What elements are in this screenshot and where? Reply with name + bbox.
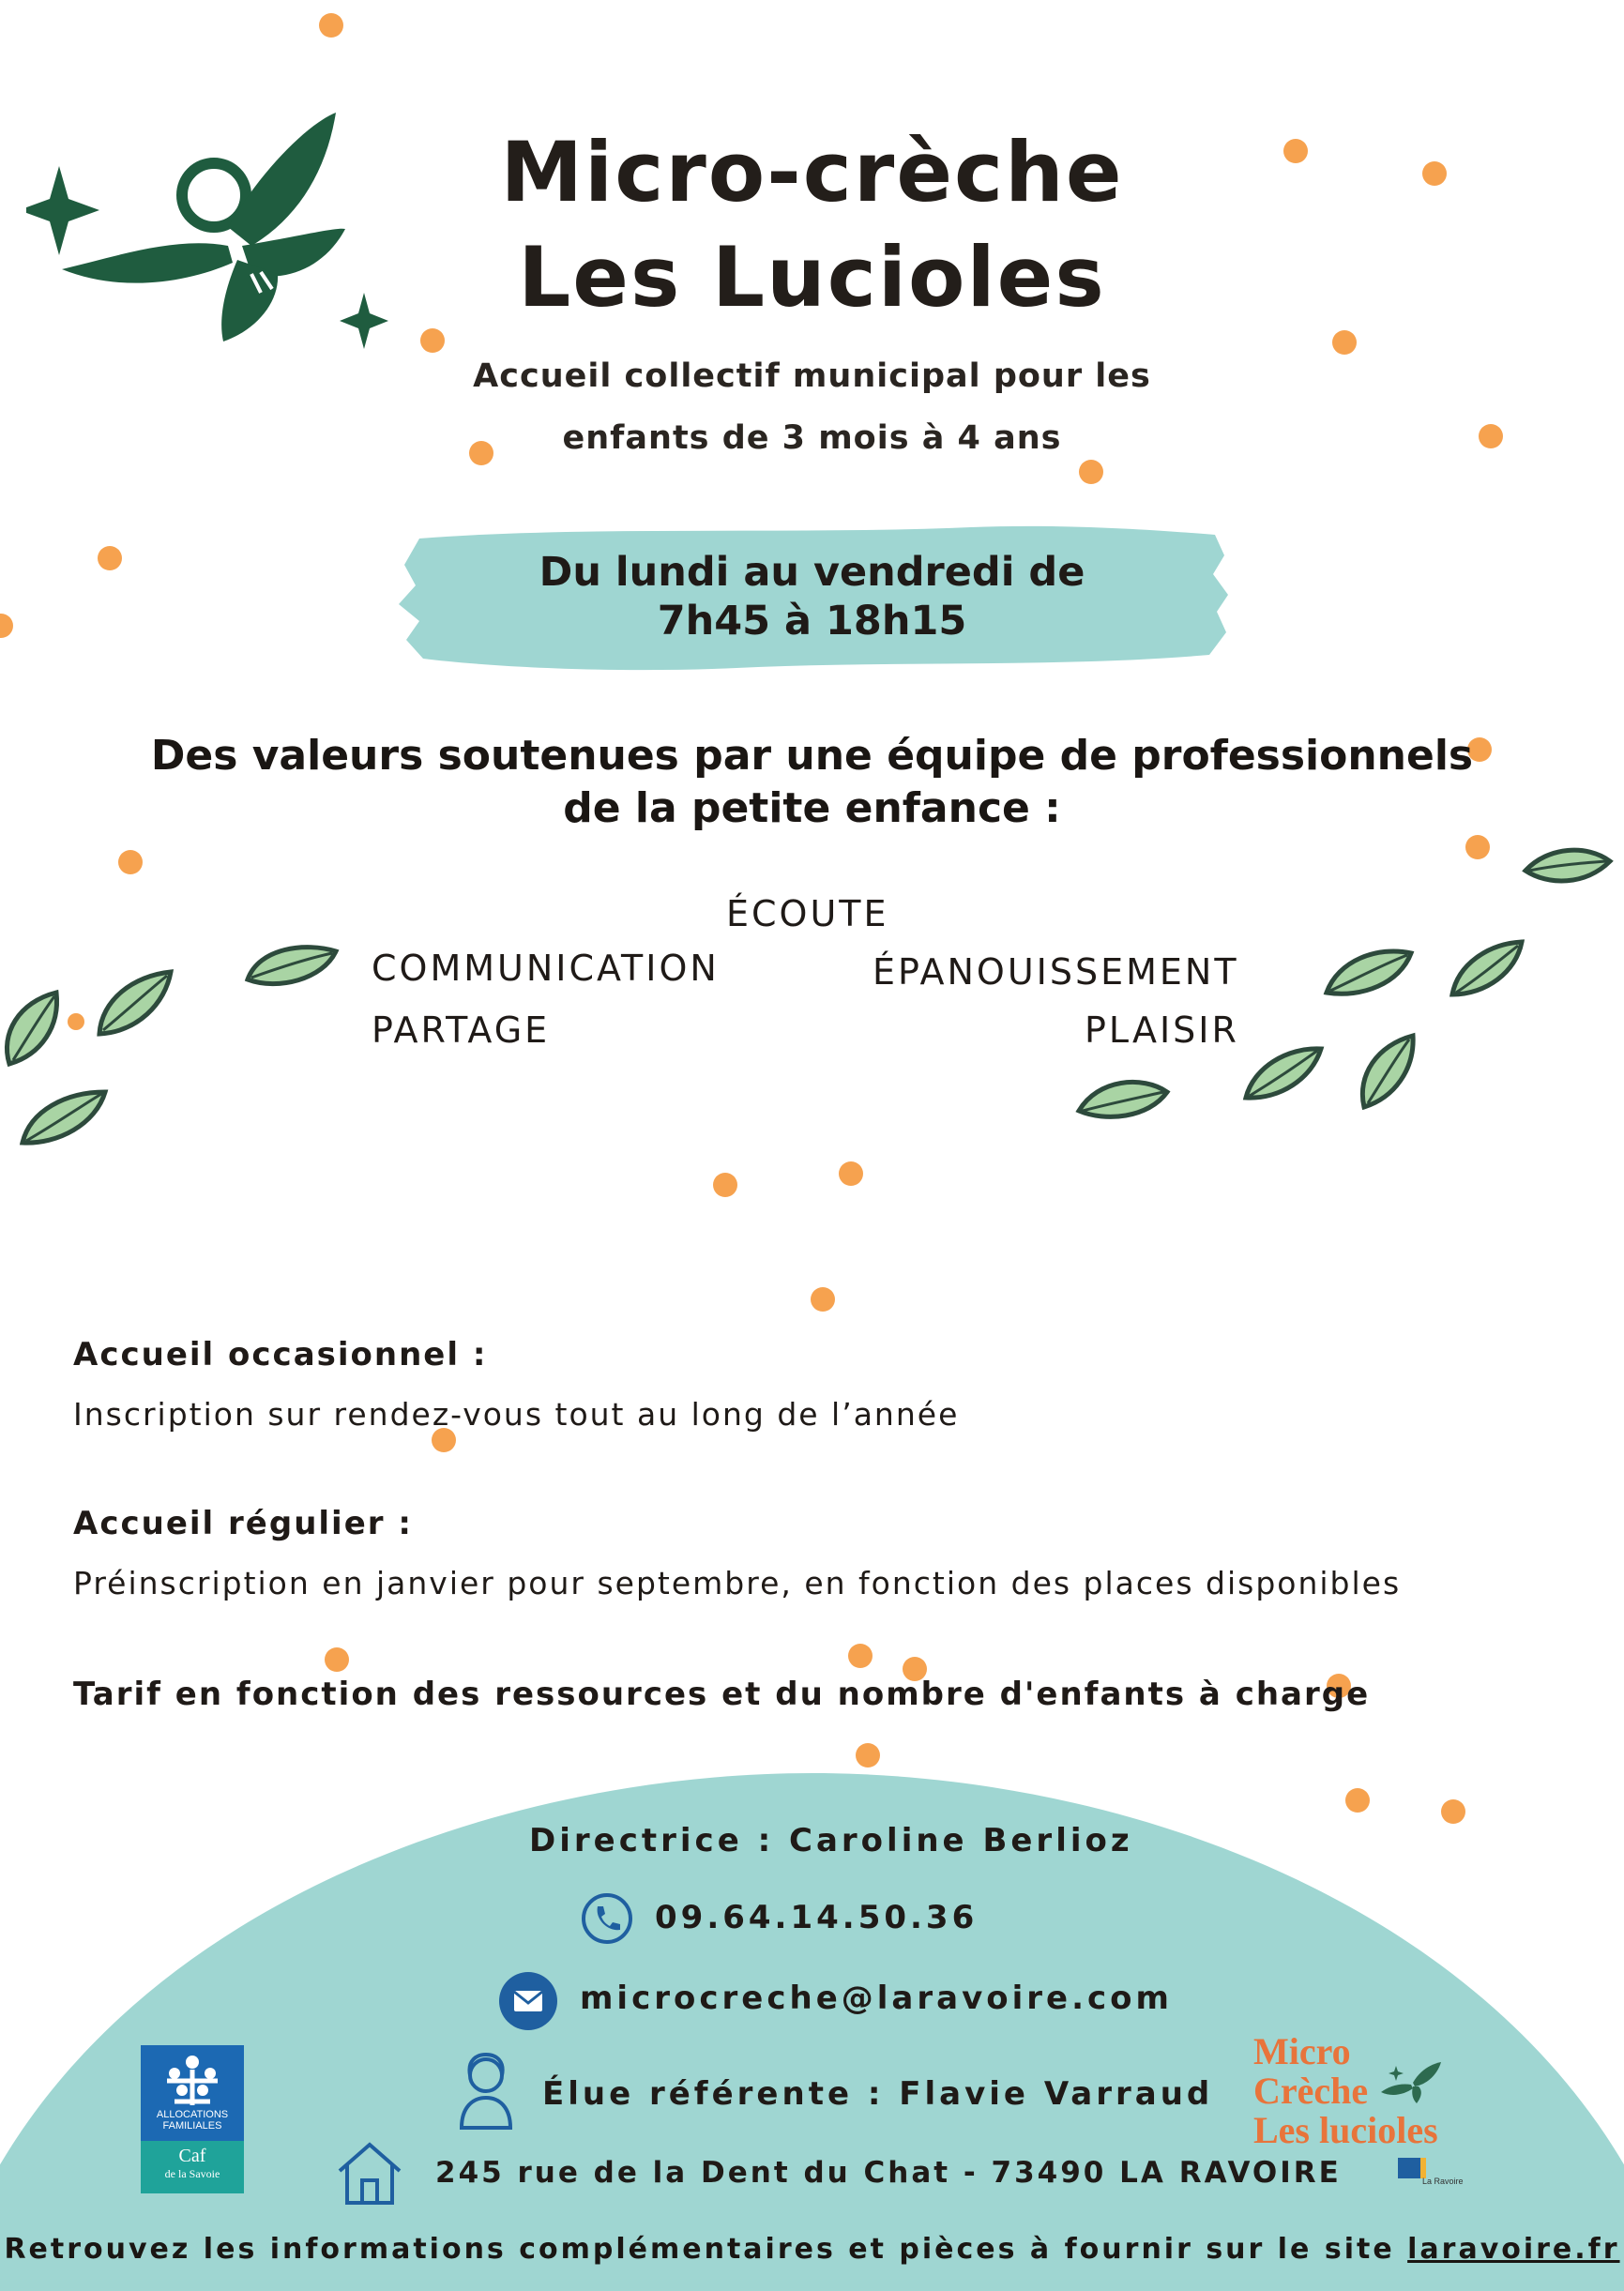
title-line-2: Les Lucioles: [518, 229, 1106, 326]
caf-logo: [141, 2045, 244, 2193]
leaf-icon: [1520, 844, 1614, 891]
decor-dot: [1465, 835, 1490, 859]
decor-dot: [839, 1161, 863, 1186]
phone-number[interactable]: 09.64.14.50.36: [655, 1899, 979, 1936]
caf-figures-icon: [161, 2053, 223, 2107]
person-icon: [456, 2051, 516, 2132]
value-plaisir: PLAISIR: [1085, 1009, 1239, 1051]
value-partage: PARTAGE: [372, 1009, 551, 1051]
laravoire-mini-text: La Ravoire: [1422, 2177, 1464, 2186]
home-icon: [334, 2139, 405, 2207]
elue-referente: Élue référente : Flavie Varraud: [542, 2075, 1214, 2113]
page-title: [0, 120, 1624, 330]
decor-dot: [713, 1173, 737, 1197]
caf-region: de la Savoie: [164, 2167, 220, 2180]
section-regulier-title: Accueil régulier :: [73, 1505, 413, 1542]
section-regulier-text: Préinscription en janvier pour septembre, en fonction des places disponibles: [73, 1565, 1402, 1601]
leaf-icon: [1321, 944, 1415, 1000]
email-address[interactable]: microcreche@laravoire.com: [580, 1980, 1173, 2017]
decor-dot: [118, 850, 143, 874]
decor-dot: [1345, 1788, 1370, 1813]
leaf-icon: [1073, 1073, 1173, 1126]
values-heading-line-1: Des valeurs soutenues par une équipe de professionnels: [150, 732, 1474, 780]
subtitle: [0, 345, 1624, 469]
leaf-icon: [240, 938, 343, 994]
decor-dot: [811, 1287, 835, 1312]
value-communication: COMMUNICATION: [372, 948, 720, 989]
value-ecoute: ÉCOUTE: [726, 893, 889, 934]
laravoire-mini-logo: [1398, 2158, 1464, 2190]
footer-note-text: Retrouvez les informations complémentaires et pièces à fournir sur le site: [4, 2233, 1408, 2266]
hours-line-2: 7h45 à 18h15: [657, 598, 967, 645]
phone-icon: [580, 1891, 634, 1946]
microcreche-logo: Micro Crèche Les lucioles: [1253, 2030, 1438, 2151]
leaf-icon: [1357, 1032, 1419, 1113]
decor-dot: [1441, 1799, 1465, 1824]
leaf-icon: [1240, 1043, 1325, 1105]
decor-dot: [856, 1743, 880, 1768]
leaf-icon: [92, 966, 176, 1041]
subtitle-line-1: Accueil collectif municipal pour les: [473, 357, 1151, 395]
microcreche-leaf-icon: [1379, 2060, 1445, 2105]
footer-note: [0, 2233, 1624, 2266]
values-heading-line-2: de la petite enfance :: [563, 784, 1061, 832]
decor-dot: [68, 1013, 84, 1030]
leaf-icon: [1447, 938, 1525, 1002]
footer-website-link[interactable]: laravoire.fr: [1407, 2233, 1620, 2266]
subtitle-line-2: enfants de 3 mois à 4 ans: [562, 419, 1062, 457]
value-epanouissement: ÉPANOUISSEMENT: [873, 951, 1239, 993]
leaf-icon: [0, 987, 66, 1071]
tarif-text: Tarif en fonction des ressources et du nombre d'enfants à charge: [73, 1676, 1371, 1713]
section-occasionnel-text: Inscription sur rendez-vous tout au long de l’année: [73, 1396, 960, 1433]
directrice-line: Directrice : Caroline Berlioz: [529, 1822, 1133, 1859]
hours-line-1: Du lundi au vendredi de: [539, 549, 1085, 596]
caf-allocations-text: ALLOCATIONS FAMILIALES: [156, 2109, 229, 2132]
mail-icon: [497, 1970, 559, 2032]
address: 245 rue de la Dent du Chat - 73490 LA RAVOIRE: [435, 2156, 1342, 2190]
caf-name: Caf: [178, 2146, 206, 2166]
opening-hours: [0, 548, 1624, 645]
decor-dot: [319, 13, 343, 38]
section-occasionnel-title: Accueil occasionnel :: [73, 1336, 488, 1373]
leaf-icon: [17, 1086, 111, 1152]
decor-dot: [848, 1644, 873, 1668]
decor-dot: [325, 1647, 349, 1672]
title-line-1: Micro-crèche: [500, 124, 1124, 220]
values-heading: [0, 730, 1624, 835]
laravoire-mini-flag: [1398, 2158, 1426, 2178]
